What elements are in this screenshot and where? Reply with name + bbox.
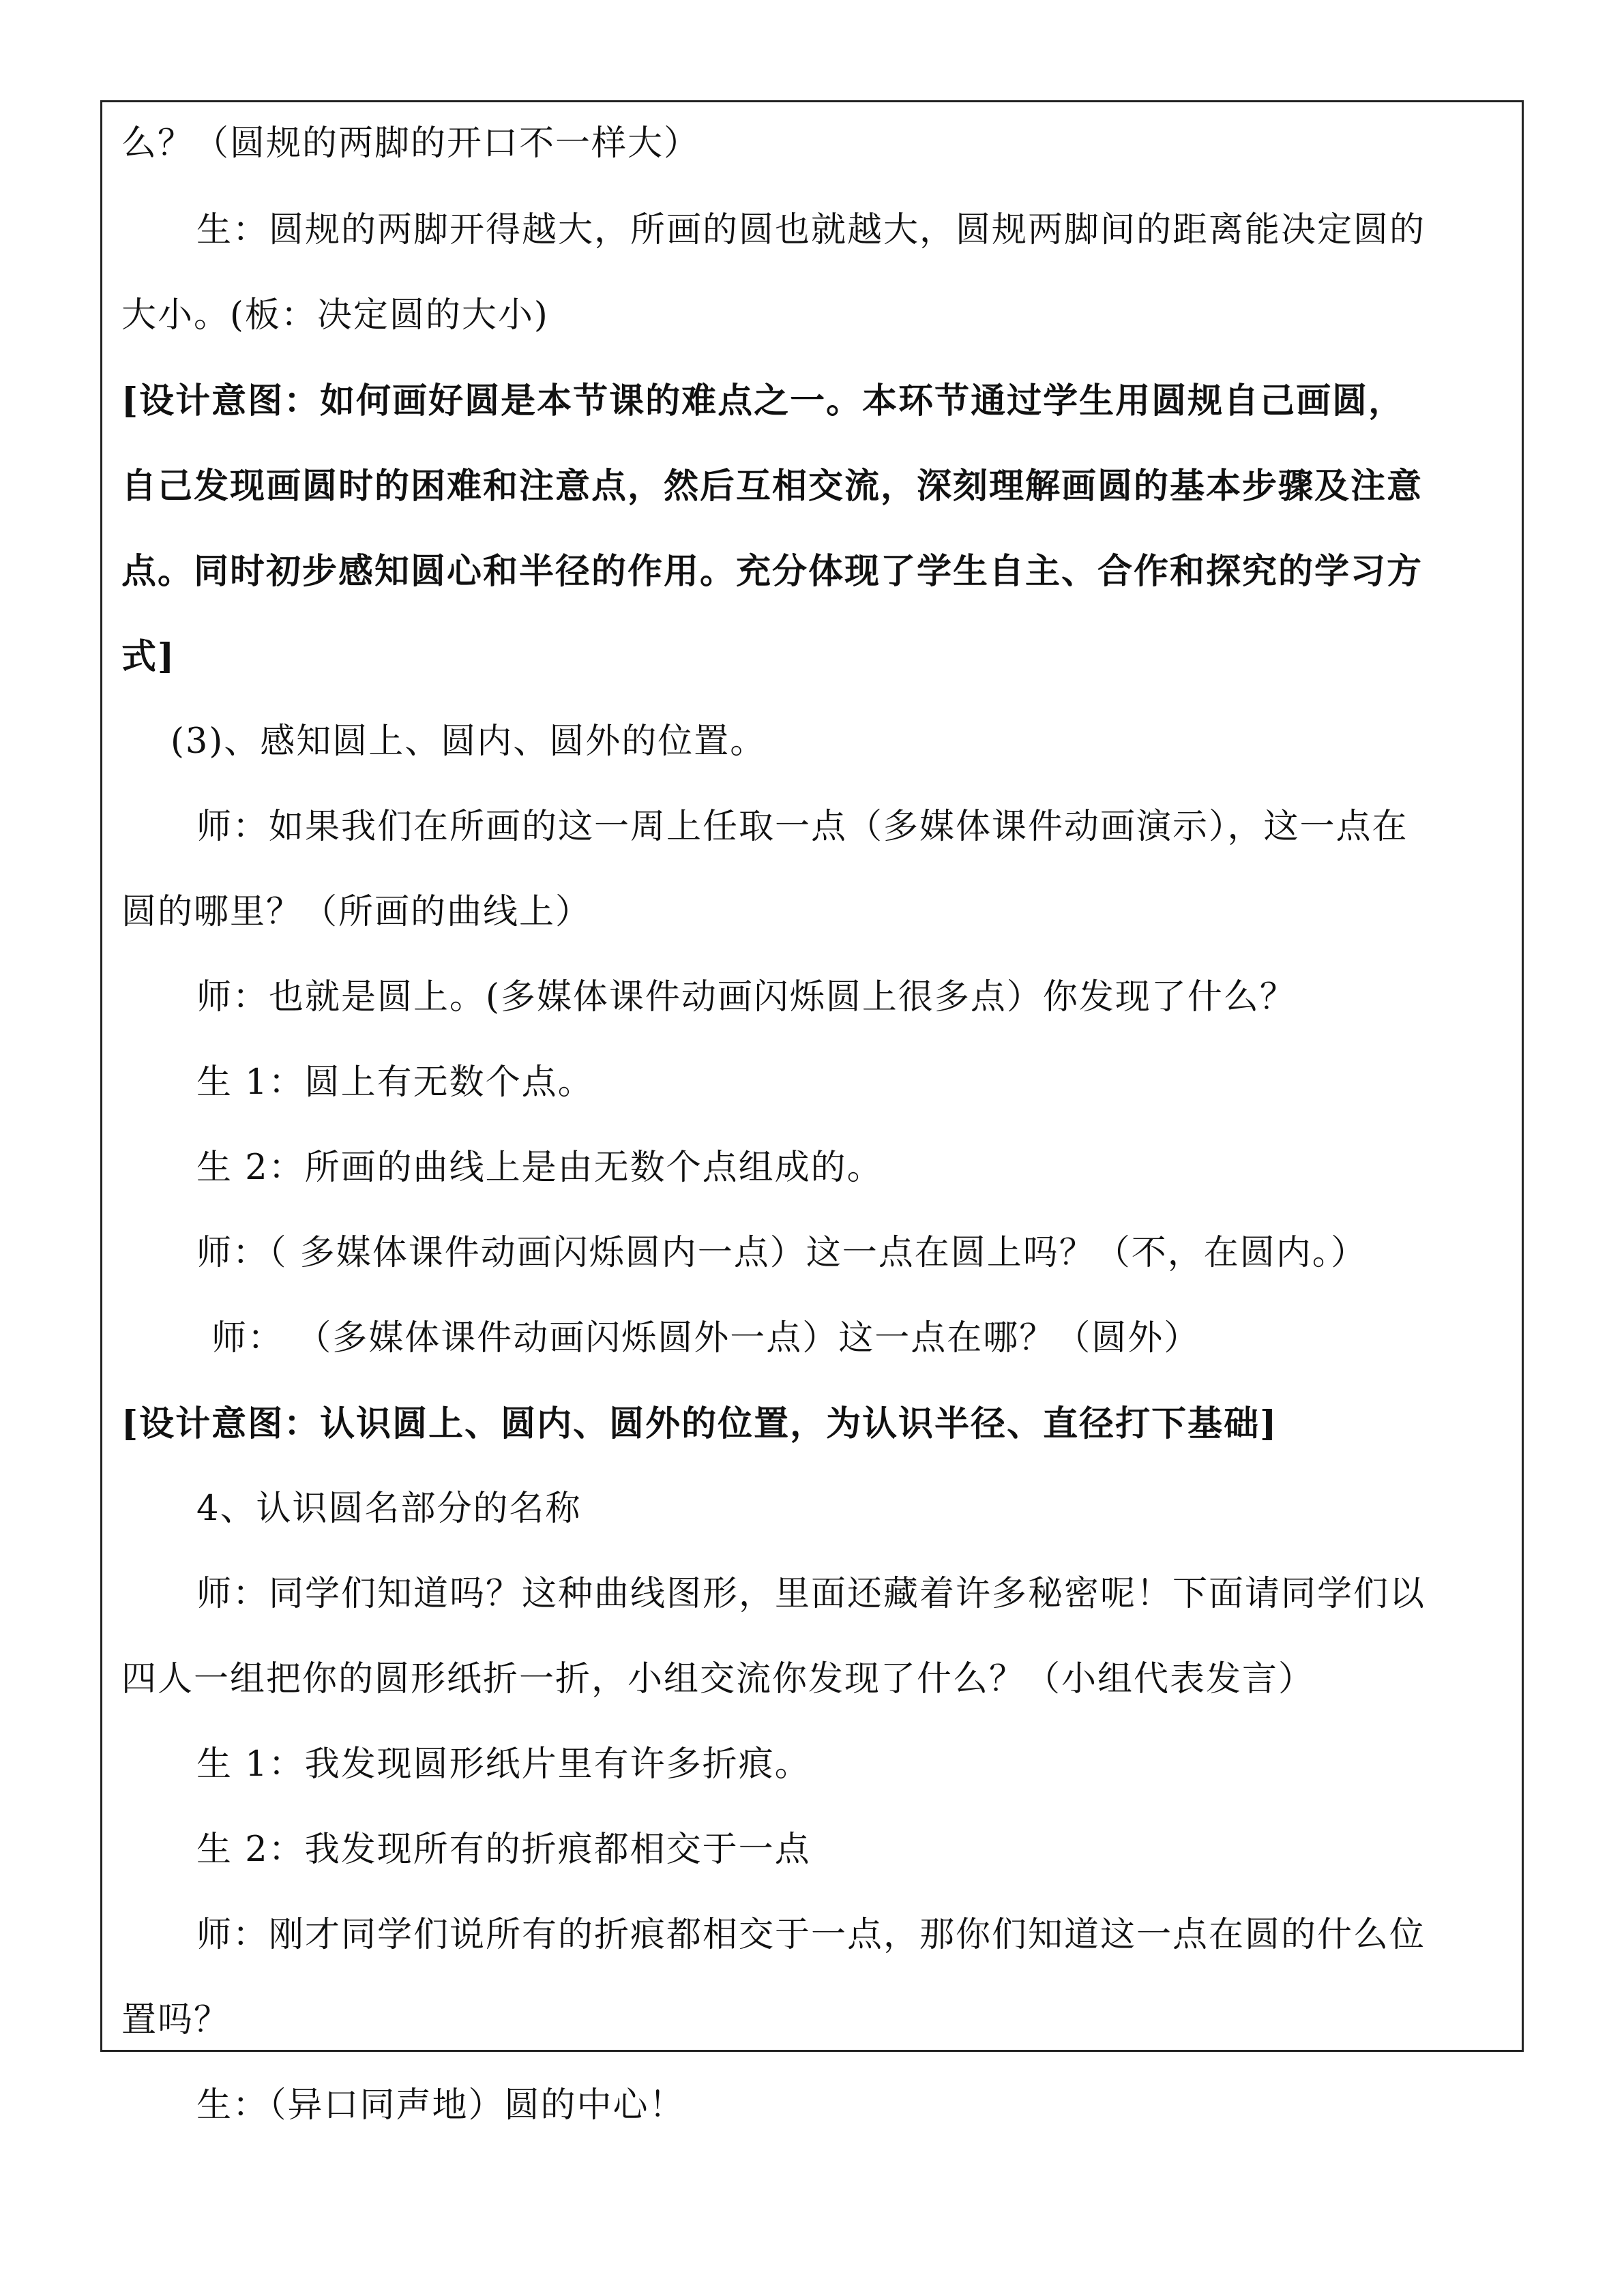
text-line: 生 2：我发现所有的折痕都相交于一点 (196, 1830, 811, 1870)
design-intent-text: [设计意图：如何画好圆是本节课的难点之一。本环节通过学生用圆规自己画圆， (121, 381, 1405, 421)
text-line: 生 1：圆上有无数个点。 (196, 1062, 594, 1103)
text-line: 大小。(板：决定圆的大小) (121, 295, 549, 336)
text-line: 师：刚才同学们说所有的折痕都相交于一点，那你们知道这一点在圆的什么位 (196, 1915, 1426, 1955)
text-line: 师：同学们知道吗？这种曲线图形，里面还藏着许多秘密呢！下面请同学们以 (196, 1574, 1426, 1614)
text-line: 师： （多媒体课件动画闪烁圆外一点）这一点在哪？（圆外） (211, 1318, 1200, 1358)
text-line: 师：（ 多媒体课件动画闪烁圆内一点）这一点在圆上吗？（不，在圆内。） (196, 1233, 1368, 1273)
design-intent-text: 式] (121, 636, 176, 677)
text-line: 生：（异口同声地）圆的中心！ (196, 2085, 685, 2126)
design-intent-text: [设计意图：认识圆上、圆内、圆外的位置，为认识半径、直径打下基础] (121, 1403, 1278, 1444)
text-line: 生 1：我发现圆形纸片里有许多折痕。 (196, 1744, 811, 1785)
design-intent-text: 点。同时初步感知圆心和半径的作用。充分体现了学生自主、合作和探究的学习方 (121, 551, 1423, 592)
section-heading: (3)、感知圆上、圆内、圆外的位置。 (171, 721, 767, 762)
section-heading: 4、认识圆名部分的名称 (196, 1489, 582, 1529)
text-line: 么？（圆规的两脚的开口不一样大） (121, 123, 700, 164)
text-line: 生：圆规的两脚开得越大，所画的圆也就越大，圆规两脚间的距离能决定圆的 (196, 210, 1426, 250)
text-line: 置吗？ (121, 2000, 231, 2040)
text-line: 师：也就是圆上。(多媒体课件动画闪烁圆上很多点）你发现了什么？ (196, 977, 1296, 1017)
text-line: 圆的哪里？（所画的曲线上） (121, 892, 592, 932)
text-line: 四人一组把你的圆形纸折一折，小组交流你发现了什么？（小组代表发言） (121, 1659, 1315, 1699)
text-line: 师：如果我们在所画的这一周上任取一点（多媒体课件动画演示），这一点在 (196, 807, 1408, 847)
design-intent-text: 自己发现画圆时的困难和注意点，然后互相交流，深刻理解画圆的基本步骤及注意 (121, 466, 1423, 507)
text-line: 生 2：所画的曲线上是由无数个点组成的。 (196, 1148, 883, 1188)
